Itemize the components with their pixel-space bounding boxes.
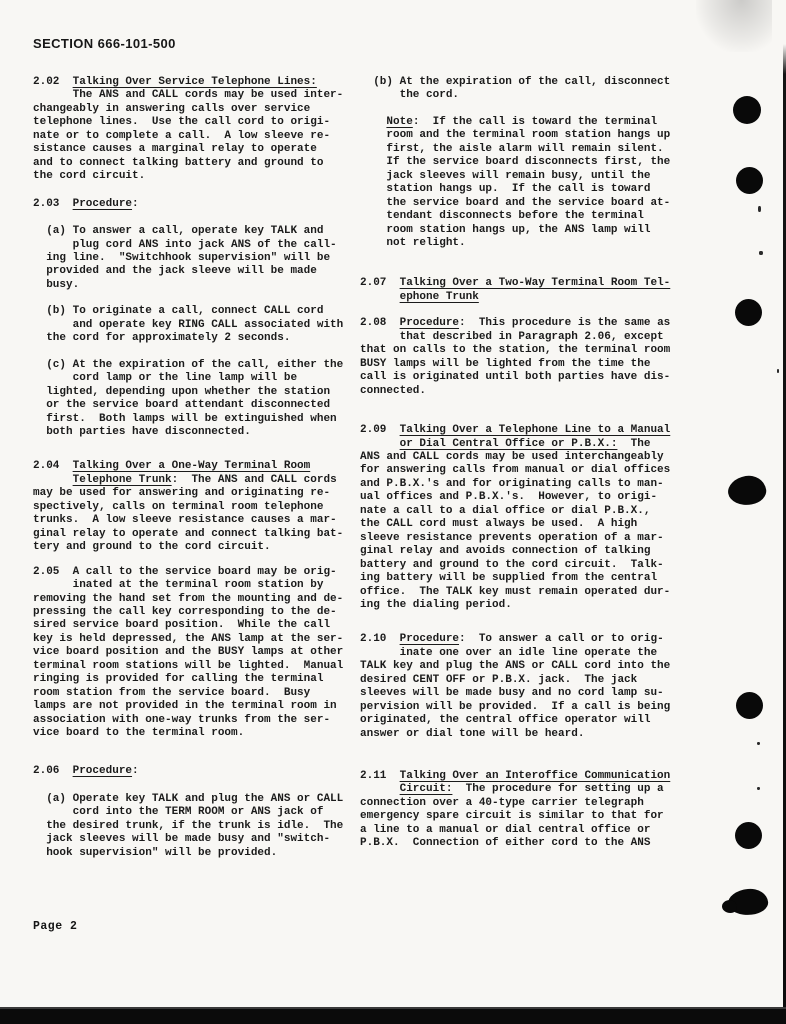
text-line: originated, the central office operator will [360, 714, 651, 727]
text-line: hook supervision" will be provided. [33, 846, 278, 859]
text-line: that described in Paragraph 2.06, except [360, 330, 664, 343]
text-line: vice board to the terminal room. [33, 727, 245, 740]
scan-hole-dot [733, 96, 761, 124]
text-line: vice board position and the BUSY lamps at other [33, 646, 344, 659]
text-line: 2.10 Procedure: To answer a call or to orig- [360, 633, 664, 646]
note-2-06 [360, 116, 692, 251]
ink-speck [757, 742, 760, 745]
text-line: inate one over an idle line operate the [360, 646, 658, 659]
page-number: Page 2 [33, 920, 78, 933]
text-line: removing the hand set from the mounting and de- [33, 592, 344, 605]
text-line: cord into the TERM ROOM or ANS jack of [33, 806, 324, 819]
text-line: ual offices and P.B.X.'s. However, to origi- [360, 491, 658, 504]
scan-hole-dot [735, 822, 762, 849]
text-line: (a) To answer a call, operate key TALK and [33, 225, 324, 238]
text-line: 2.07 Talking Over a Two-Way Terminal Room Tel- [360, 277, 671, 290]
text-line: room and the terminal room station hangs up [360, 129, 671, 142]
text-line: the cord for approximately 2 seconds. [33, 332, 291, 345]
text-line: terminal room stations will be lighted. Manual [33, 659, 344, 672]
text-line: ephone Trunk [399, 290, 479, 303]
text-line: 2.06 Procedure: [33, 765, 139, 778]
text-line: first, the aisle alarm will remain silent. [360, 142, 664, 155]
text-line: 2.09 Talking Over a Telephone Line to a Manual [360, 424, 671, 437]
scan-hole-dot [736, 692, 763, 719]
scan-edge-bottom [0, 1007, 786, 1024]
text-line: 2.02 Talking Over Service Telephone Lines: [33, 76, 317, 88]
text-line: desired CENT OFF or P.B.X. jack. The jack [360, 673, 638, 686]
text-line: call is originated until both parties have dis- [360, 371, 671, 384]
text-line: TALK key and plug the ANS or CALL cord into the [360, 660, 671, 673]
text-line: connected. [360, 384, 427, 397]
text-line: sired service board position. While the call [33, 619, 331, 632]
para-2-04 [33, 460, 355, 554]
item-2-06-a [33, 793, 355, 860]
para-2-08 [360, 317, 692, 398]
text-line: busy. [33, 278, 80, 291]
text-line: 2.04 Talking Over a One-Way Terminal Room [33, 460, 311, 473]
text-line: the desired trunk, if the trunk is idle. The [33, 819, 344, 832]
text-line: If the service board disconnects first, the [360, 156, 671, 169]
text-line: or Dial Central Office or P.B.X.: The [399, 437, 651, 450]
text-line: Note: If the call is toward the terminal [386, 115, 658, 128]
text-line: (b) At the expiration of the call, disconnect [360, 76, 671, 88]
text-line: 2.11 Talking Over an Interoffice Communication [360, 770, 671, 783]
text-line: cord lamp or the line lamp will be [33, 372, 298, 385]
column-right [360, 76, 692, 851]
text-line: telephone lines. Use the call cord to origi- [33, 116, 331, 129]
text-line: connection over a 40-type carrier telegraph [360, 796, 644, 809]
text-line: battery and ground to the cord circuit. Talk- [360, 558, 664, 571]
text-line: ing the dialing period. [360, 598, 512, 611]
text-line: the service board and the service board at- [360, 196, 671, 209]
text-line: and operate key RING CALL associated with [33, 318, 344, 331]
text-line: nate a call to a dial office or dial P.B.X., [360, 504, 651, 517]
text-line: P.B.X. Connection of either cord to the ANS [360, 837, 651, 850]
text-line: changeably in answering calls over service [33, 102, 311, 115]
text-line: Circuit: The procedure for setting up a [399, 783, 664, 796]
text-line: inated at the terminal room station by [33, 579, 324, 592]
text-line: room station from the service board. Busy [33, 686, 311, 699]
text-line: sleeve resistance prevents operation of a mar- [360, 531, 664, 544]
ink-blob [726, 472, 768, 507]
text-line: tendant disconnects before the terminal [360, 210, 644, 223]
text-line: key is held depressed, the ANS lamp at the ser- [33, 632, 344, 645]
text-line: nate or to complete a call. A low sleeve re- [33, 129, 331, 142]
text-line: spectively, calls on terminal room telephone [33, 500, 324, 513]
text-line: ringing is provided for calling the terminal [33, 673, 324, 686]
para-2-06 [33, 765, 355, 778]
column-left [33, 76, 355, 860]
para-2-11 [360, 770, 692, 851]
text-line: the CALL cord must always be used. A high [360, 518, 638, 531]
para-2-09 [360, 424, 692, 612]
text-line: ginal relay and avoids connection of talking [360, 545, 651, 558]
text-line: (a) Operate key TALK and plug the ANS or CALL [33, 792, 344, 805]
text-line: Telephone Trunk: The ANS and CALL cords [72, 473, 337, 486]
text-line: ing line. "Switchhook supervision" will be [33, 251, 331, 264]
text-line: station hangs up. If the call is toward [360, 183, 651, 196]
text-line: the cord circuit. [33, 170, 146, 183]
text-line: answer or dial tone will be heard. [360, 727, 585, 740]
para-2-07 [360, 277, 692, 304]
text-line: 2.08 Procedure: This procedure is the same as [360, 317, 671, 330]
text-line: BUSY lamps will be lighted from the time the [360, 357, 651, 370]
text-line: (b) To originate a call, connect CALL cord [33, 305, 324, 318]
ink-blob [722, 900, 737, 913]
ink-speck [777, 369, 779, 373]
para-2-03 [33, 198, 355, 211]
text-line: not relight. [360, 236, 466, 249]
text-line: provided and the jack sleeve will be made [33, 265, 317, 278]
text-line: for answering calls from manual or dial offices [360, 464, 671, 477]
text-line: sistance causes a marginal relay to operate [33, 143, 317, 156]
scan-corner-shading [696, 0, 772, 52]
text-line: that on calls to the station, the terminal room [360, 344, 671, 357]
text-line: office. The TALK key must remain operated dur- [360, 585, 671, 598]
ink-speck [757, 787, 760, 790]
ink-speck [758, 206, 761, 212]
para-2-02 [33, 76, 355, 184]
text-line: first. Both lamps will be extinguished when [33, 412, 337, 425]
text-line: ANS and CALL cords may be used interchangeably [360, 450, 664, 463]
text-line: jack sleeves will be made busy and "switch- [33, 833, 331, 846]
text-line: pervision will be provided. If a call is being [360, 700, 671, 713]
text-line: room station hangs up, the ANS lamp will [360, 223, 651, 236]
text-line: emergency spare circuit is similar to that for [360, 810, 664, 823]
text-line: lighted, depending upon whether the station [33, 385, 331, 398]
text-line: association with one-way trunks from the ser- [33, 713, 331, 726]
text-line: 2.03 Procedure: [33, 197, 139, 210]
text-line: and to connect talking battery and ground to [33, 156, 324, 169]
text-line: the cord. [360, 89, 460, 102]
item-2-03-b [33, 305, 355, 345]
scan-hole-dot [735, 299, 762, 326]
text-line: both parties have disconnected. [33, 425, 251, 438]
text-line: trunks. A low sleeve resistance causes a mar- [33, 514, 337, 527]
item-2-03-c [33, 359, 355, 440]
text-line: jack sleeves will remain busy, until the [360, 169, 651, 182]
text-line: (c) At the expiration of the call, either the [33, 358, 344, 371]
text-line: tery and ground to the cord circuit. [33, 541, 271, 554]
text-line: a line to a manual or dial central office or [360, 823, 651, 836]
ink-speck [759, 251, 763, 255]
scan-hole-dot [736, 167, 763, 194]
text-line: ing battery will be supplied from the central [360, 572, 658, 585]
item-2-03-a [33, 225, 355, 292]
item-2-06-b [360, 76, 692, 103]
text-line: may be used for answering and originating re- [33, 487, 331, 500]
section-header: SECTION 666-101-500 [33, 36, 176, 51]
text-line: ginal relay to operate and connect talking bat- [33, 527, 344, 540]
text-line: pressing the call key corresponding to the de- [33, 605, 337, 618]
para-2-05 [33, 566, 355, 741]
text-line: lamps are not provided in the terminal room in [33, 700, 337, 713]
para-2-10 [360, 633, 692, 741]
text-line: sleeves will be made busy and no cord lamp su- [360, 687, 664, 700]
text-line: or the service board attendant disconnected [33, 399, 331, 412]
text-line: and P.B.X.'s and for originating calls to man- [360, 477, 664, 490]
text-line: The ANS and CALL cords may be used inter- [33, 89, 344, 102]
text-line: plug cord ANS into jack ANS of the call- [33, 238, 337, 251]
text-line: 2.05 A call to the service board may be orig- [33, 565, 337, 578]
